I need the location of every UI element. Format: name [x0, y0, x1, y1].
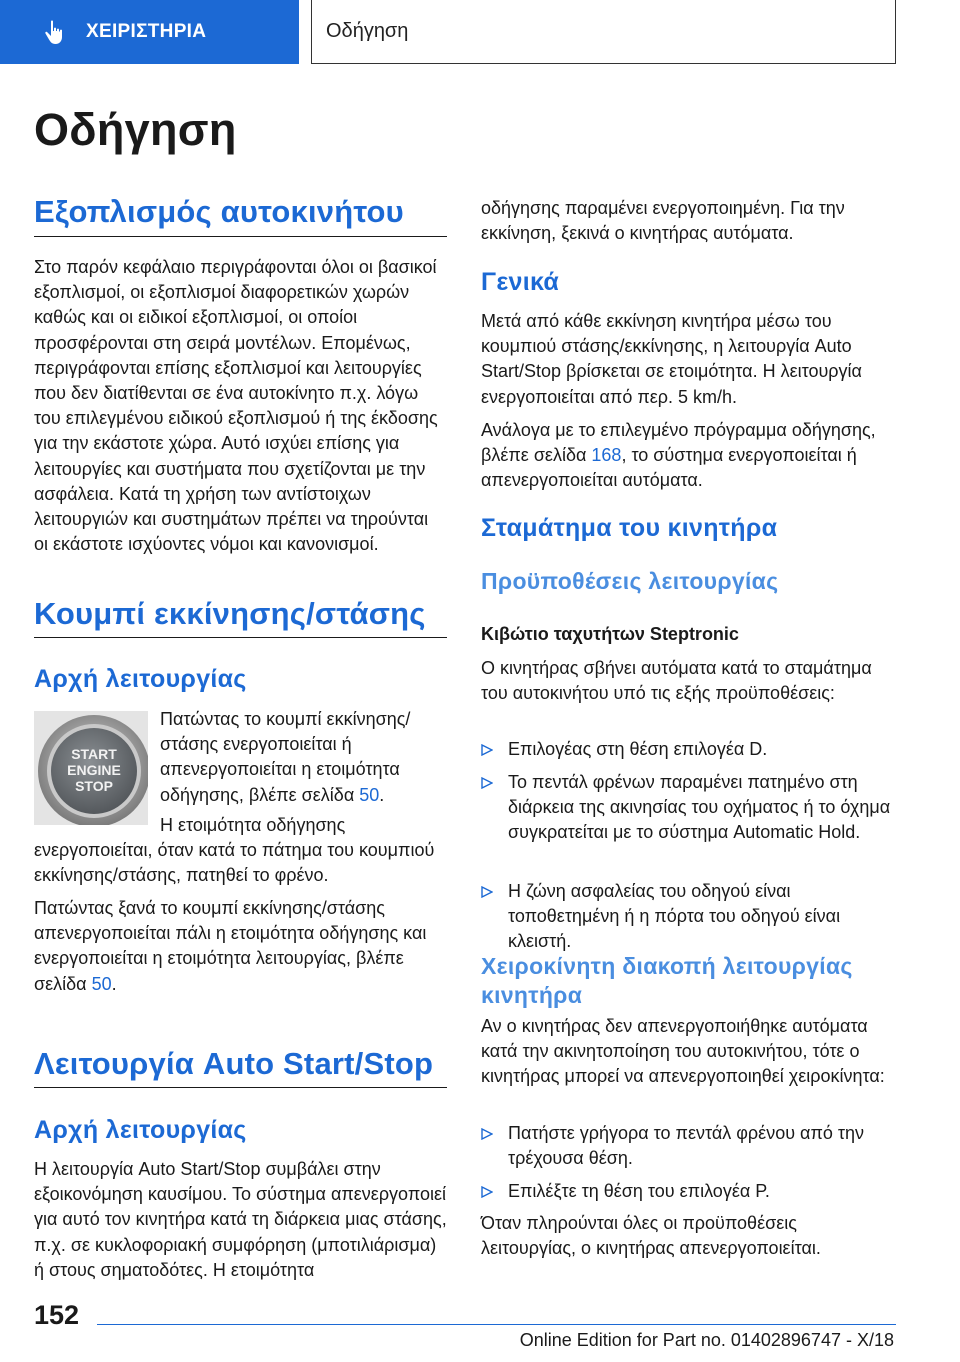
section-title-auto-start-stop: Λειτουργία Auto Start/Stop: [34, 1046, 434, 1081]
gearbox-title: Κιβώτιο ταχυτήτων Steptronic: [481, 624, 739, 644]
general-p2-end: , το σύστημα ενεργοποιείται ή απενεργοποιείται αυτόματα.: [481, 445, 857, 491]
general-paragraph-1: Μετά από κάθε εκκίνηση κινητήρα μέσω του κουμπιού στάσης/εκκίνησης, η λειτουργία Auto Start/Stop βρίσκεται σε ετοιμότητα. Η λειτουργία ενεργοποιείται από περ. 5 km/h.: [481, 311, 862, 407]
section-rule: [34, 1087, 447, 1088]
subsection-title-manual-stop: Χειροκίνητη διακοπή λειτουργίας κινητήρα: [481, 953, 853, 1008]
continued-paragraph: οδήγησης παραμένει ενεργοποιημένη. Για την εκκίνηση, ξεκινά ο κινητήρας αυτόματα.: [481, 198, 845, 244]
button-p1-end: .: [379, 784, 385, 805]
button-paragraph-1: [160, 707, 447, 808]
manual-stop-paragraph: Αν ο κινητήρας δεν απενεργοποιήθηκε αυτόματα κατά την ακινητοποίηση του αυτοκινήτου, τότε ο κινητήρας μπορεί να απενεργοποιηθεί χειροκίνητα:: [481, 1016, 885, 1087]
subsection-title-conditions: Προϋποθέσεις λειτουργίας: [481, 568, 779, 594]
list-item-text: Το πεντάλ φρένων παραμένει πατημένο στη διάρκεια της ακινησίας του οχήματος ή το όχημα συγκρατείται με το σύστημα Automatic Hold.: [508, 772, 891, 843]
section-rule: [34, 637, 447, 638]
page-link-168[interactable]: 168: [591, 445, 622, 466]
subsection-title-principle: Αρχή λειτουργίας: [34, 1116, 247, 1144]
gearbox-paragraph: Ο κινητήρας σβήνει αυτόματα κατά το σταμάτημα του αυτοκινήτου υπό τις εξής προϋποθέσεις:: [481, 658, 872, 704]
general-paragraph-2: [481, 418, 896, 494]
breadcrumb-label: Οδήγηση: [326, 20, 409, 42]
list-item: [481, 770, 896, 872]
breadcrumb: [311, 0, 896, 64]
edition-info: Online Edition for Part no. 01402896747 - X/18: [519, 1330, 894, 1350]
manual-section-label: ΧΕΙΡΙΣΤΗΡΙΑ: [86, 21, 207, 42]
equipment-paragraph: Στο παρόν κεφάλαιο περιγράφονται όλοι οι βασικοί εξοπλισμοί, οι εξοπλισμοί διαφορετικών χωρών καθώς και οι ειδικοί εξοπλισμοί, οι οποίοι προσφέρονται στη σειρά μοντέλων. Επομένως, περιγράφονται επίσης εξοπλισμοί και λειτουργίες που δεν διατίθενται σε ένα αυτοκίνητο π.χ. λόγω του επιλεγμένου ειδικού εξοπλισμού ή της έκδοσης για την εκάστοτε χώρα. Αυτό ισχύει επίσης για λειτουργίες και συστήματα που σχετίζονται με την ασφάλεια. Κατά τη χρήση των αντίστοιχων λειτουργιών και συστημάτων πρέπει να τηρούνται οι εκάστοτε ισχύοντες νόμοι και κανονισμοί.: [34, 257, 438, 555]
page-link-50[interactable]: 50: [91, 973, 112, 994]
triangle-bullet-icon: [481, 886, 493, 898]
button-p3-text: Πατώντας ξανά το κουμπί εκκίνησης/στάσης απενεργοποιείται πάλι η ετοιμότητα οδήγησης και ενεργοποιείται η ετοιμότητα λειτουργίας, βλέπε σελίδα: [34, 898, 427, 994]
subsection-title-general: Γενικά: [481, 268, 560, 296]
triangle-bullet-icon: [481, 1186, 493, 1198]
section-title-equipment: Εξοπλισμός αυτοκινήτου: [34, 194, 404, 229]
triangle-bullet-icon: [481, 744, 493, 756]
triangle-bullet-icon: [481, 1128, 493, 1140]
subsection-title-principle: Αρχή λειτουργίας: [34, 665, 247, 693]
button-image-text-stop: STOP: [75, 778, 113, 794]
list-item-text: Επιλέξτε τη θέση του επιλογέα P.: [508, 1181, 770, 1201]
hand-pointer-icon: [44, 19, 68, 45]
section-title-start-stop-button: Κουμπί εκκίνησης/στάσης: [34, 596, 426, 631]
button-paragraph-2: Η ετοιμότητα οδήγησης ενεργοποιείται, όταν κατά το πάτημα του κουμπιού εκκίνησης/στάσης, πατηθεί το φρένο.: [34, 815, 435, 886]
page-link-50[interactable]: 50: [359, 784, 380, 805]
list-item: [481, 879, 896, 952]
button-p1-text: Πατώντας το κουμπί εκκίνησης/στάσης ενεργοποιείται ή απενεργοποιείται η ετοιμότητα οδήγησης, βλέπε σελίδα: [160, 709, 411, 805]
closing-paragraph: Όταν πληρούνται όλες οι προϋποθέσεις λειτουργίας, ο κινητήρας απενεργοποιείται.: [481, 1213, 821, 1259]
list-item-text: Η ζώνη ασφαλείας του οδηγού είναι τοποθετημένη ή η πόρτα του οδηγού είναι κλειστή.: [508, 881, 841, 952]
button-image-text-start: START: [71, 746, 117, 762]
list-item-text: Επιλογέας στη θέση επιλογέα D.: [508, 739, 768, 759]
subsection-title-engine-stop: Σταμάτημα του κινητήρα: [481, 514, 778, 542]
general-p2-text: Ανάλογα με το επιλεγμένο πρόγραμμα οδήγησης, βλέπε σελίδα: [481, 420, 876, 466]
button-image-text-engine: ENGINE: [67, 762, 121, 778]
list-item-text: Πατήστε γρήγορα το πεντάλ φρένου από την τρέχουσα θέση.: [508, 1123, 865, 1169]
list-item: [481, 1179, 896, 1205]
auto-start-stop-paragraph: Η λειτουργία Auto Start/Stop συμβάλει στην εξοικονόμηση καυσίμου. Το σύστημα απενεργοποιεί για αυτό τον κινητήρα κατά τη διάρκεια μιας στάσης, π.χ. σε κυκλοφοριακή συμφόρηση (μποτιλιάρισμα) ή στους σηματοδότες. Η ετοιμότητα: [34, 1159, 447, 1280]
button-paragraph-3: [34, 896, 447, 997]
footer-rule: [97, 1324, 896, 1325]
manual-section-tab[interactable]: [0, 0, 299, 64]
section-rule: [34, 236, 447, 237]
page-title: Οδήγηση: [34, 104, 237, 155]
start-stop-button-image: [34, 711, 148, 825]
page-number: 152: [34, 1300, 80, 1330]
list-item: [481, 737, 896, 763]
button-p3-end: .: [111, 973, 117, 994]
triangle-bullet-icon: [481, 777, 493, 789]
list-item: [481, 1121, 896, 1173]
